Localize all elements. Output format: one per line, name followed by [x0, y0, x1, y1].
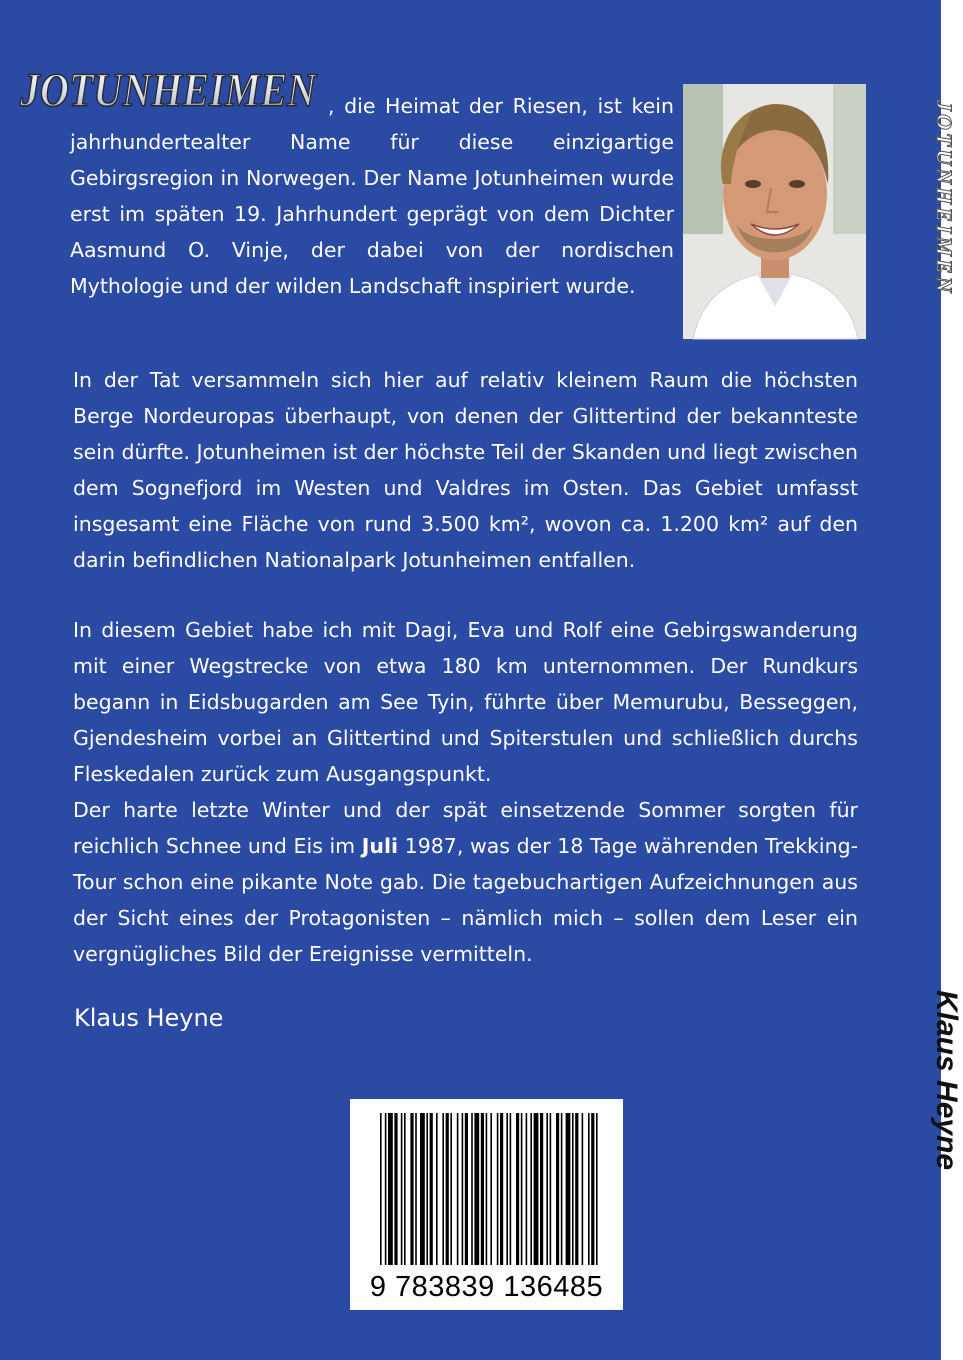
barcode-bar	[534, 1113, 539, 1265]
barcode-bar	[474, 1113, 479, 1265]
barcode-bar	[526, 1113, 528, 1265]
barcode-bar	[471, 1113, 473, 1265]
spine-author: Klaus Heyne	[930, 990, 963, 1171]
barcode-bar	[516, 1113, 519, 1265]
barcode-bar	[388, 1113, 393, 1265]
barcode-bar	[462, 1113, 464, 1265]
barcode-bar	[415, 1113, 417, 1265]
barcode-bar	[510, 1113, 512, 1265]
author-photo	[683, 84, 866, 339]
barcode-bar	[566, 1113, 571, 1265]
barcode-bar	[575, 1113, 578, 1265]
barcode-bar	[596, 1113, 598, 1265]
barcode-bar	[401, 1113, 403, 1265]
book-spine	[930, 0, 963, 1360]
barcode-bar	[380, 1113, 382, 1265]
barcode-bar	[442, 1113, 444, 1265]
isbn-digits: 9 783839 136485	[369, 1271, 604, 1303]
barcode-bar	[457, 1113, 459, 1265]
tour-paragraph: In diesem Gebiet habe ich mit Dagi, Eva und Rolf eine Gebirgswanderung mit einer Wegstrecke von etwa 180 km unternommen. Der Rundkurs begann in Eidsbugarden am See Tyin, führte über Memurubu, Besseggen, Gjendesheim vorbei an Glittertind und Spiterstulen und schließlich durchs Fleskedalen zurück zum Ausgangspunkt.	[73, 618, 858, 786]
barcode-bar	[410, 1113, 413, 1265]
barcode-bar	[540, 1113, 543, 1265]
barcode-bar	[404, 1113, 406, 1265]
barcode-bar	[450, 1113, 452, 1265]
barcode-bar	[572, 1113, 574, 1265]
barcode-bar	[481, 1113, 484, 1265]
barcode-bar	[550, 1113, 552, 1265]
barcode-bar	[446, 1113, 449, 1265]
barcode-bar	[420, 1113, 425, 1265]
summary-paragraph: Der harte letzte Winter und der spät einsetzende Sommer sorgten für reichlich Schnee und Eis im Juli 1987, was der 18 Tage währenden Trekking-Tour schon eine pikante Note gab. Die tagebuchartigen Aufzeichnungen aus der Sicht eines der Protagonisten – nämlich mich – sollen dem Leser ein vergnügliches Bild der Ereignisse vermitteln.	[73, 798, 858, 966]
barcode-bar	[465, 1113, 468, 1265]
barcode-bar	[430, 1113, 433, 1265]
barcode-bar	[582, 1113, 584, 1265]
barcode-bar	[561, 1113, 563, 1265]
barcode-bar	[530, 1113, 532, 1265]
barcode-bar	[490, 1113, 492, 1265]
barcode-bar	[486, 1113, 488, 1265]
barcode-bar	[556, 1113, 559, 1265]
barcode-bar	[521, 1113, 523, 1265]
logo-text: JOTUNHEIMEN	[19, 64, 318, 117]
barcode-bar	[426, 1113, 428, 1265]
barcode-bar	[436, 1113, 438, 1265]
barcode-bar	[385, 1113, 387, 1265]
author-signature: Klaus Heyne	[74, 1004, 224, 1032]
barcode-bar	[497, 1113, 499, 1265]
barcode-bar	[394, 1113, 397, 1265]
spine-title: JOTUNHEIMEN	[932, 100, 957, 296]
barcode-bar	[588, 1113, 590, 1265]
barcode-bar	[546, 1113, 548, 1265]
geography-paragraph: In der Tat versammeln sich hier auf relativ kleinem Raum die höchsten Berge Nordeuropas überhaupt, von denen der Glittertind der bekannteste sein dürfte. Jotunheimen ist der höchste Teil der Skanden und liegt zwischen dem Sognefjord im Westen und Valdres im Osten. Das Gebiet umfasst insgesamt eine Fläche von rund 3.500 km², wovon ca. 1.200 km² auf den darin befindlichen Nationalpark Jotunheimen entfallen.	[73, 368, 858, 572]
isbn-barcode	[350, 1099, 623, 1310]
barcode-bar	[500, 1113, 503, 1265]
barcode-bar	[591, 1113, 594, 1265]
barcode-bar	[506, 1113, 508, 1265]
intro-paragraph: , die Heimat der Riesen, ist kein jahrhundertealter Name für diese einzigartige Gebirgsregion in Norwegen. Der Name Jotunheimen wurde erst im späten 19. Jahrhundert geprägt von dem Dichter Aasmund O. Vinje, der dabei von der nordischen Mythologie und der wilden Landschaft inspiriert wurde.	[70, 94, 674, 298]
